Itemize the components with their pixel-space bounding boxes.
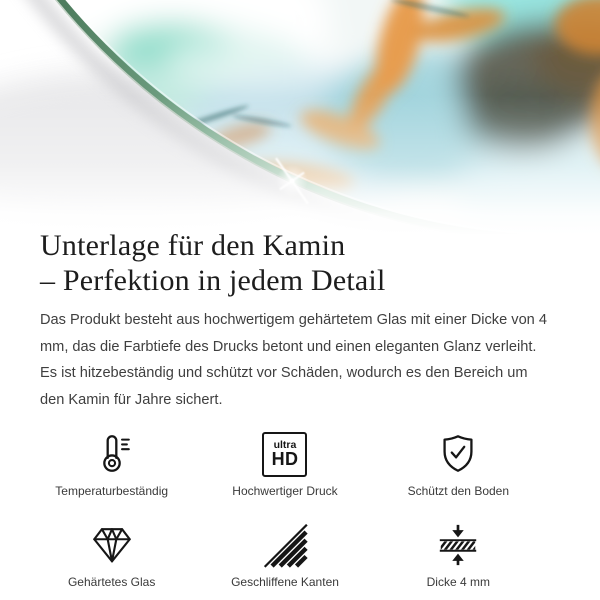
feature-high-quality-print xyxy=(198,431,371,502)
intro-paragraph: Das Produkt besteht aus hochwertigem gehärtetem Glas mit einer Dicke von 4 mm, das die Farbtiefe des Drucks betont und einen eleganten Glanz verleiht. Es ist hitzebeständig und schützt vor Schäden, wodurch es den Bereich um den Kamin für Jahre sichert. xyxy=(40,312,547,408)
shield-check-icon xyxy=(435,431,481,477)
title-line-1: Unterlage für den Kamin xyxy=(40,229,346,262)
page-title xyxy=(40,228,560,298)
diamond-icon xyxy=(89,522,135,568)
polished-edges-icon xyxy=(262,522,308,568)
thermometer-icon xyxy=(89,431,135,477)
feature-tempered-glass xyxy=(25,522,198,593)
thickness-arrows-icon xyxy=(435,522,481,568)
feature-label: Hochwertiger Druck xyxy=(232,484,338,498)
feature-thickness-4mm xyxy=(372,522,545,593)
feature-temperature-resistant xyxy=(25,431,198,502)
feature-label: Schützt den Boden xyxy=(407,484,510,498)
feature-polished-edges xyxy=(198,522,371,593)
feature-protects-floor xyxy=(372,431,545,502)
feature-label: Dicke 4 mm xyxy=(426,575,490,589)
feature-label: Gehärtetes Glas xyxy=(67,575,156,589)
title-line-2: – Perfektion in jedem Detail xyxy=(40,264,386,297)
feature-label: Temperaturbeständig xyxy=(55,484,169,498)
feature-label: Geschliffene Kanten xyxy=(231,575,339,589)
ultra-hd-icon: ultra HD xyxy=(262,432,307,477)
feature-grid xyxy=(25,431,545,593)
